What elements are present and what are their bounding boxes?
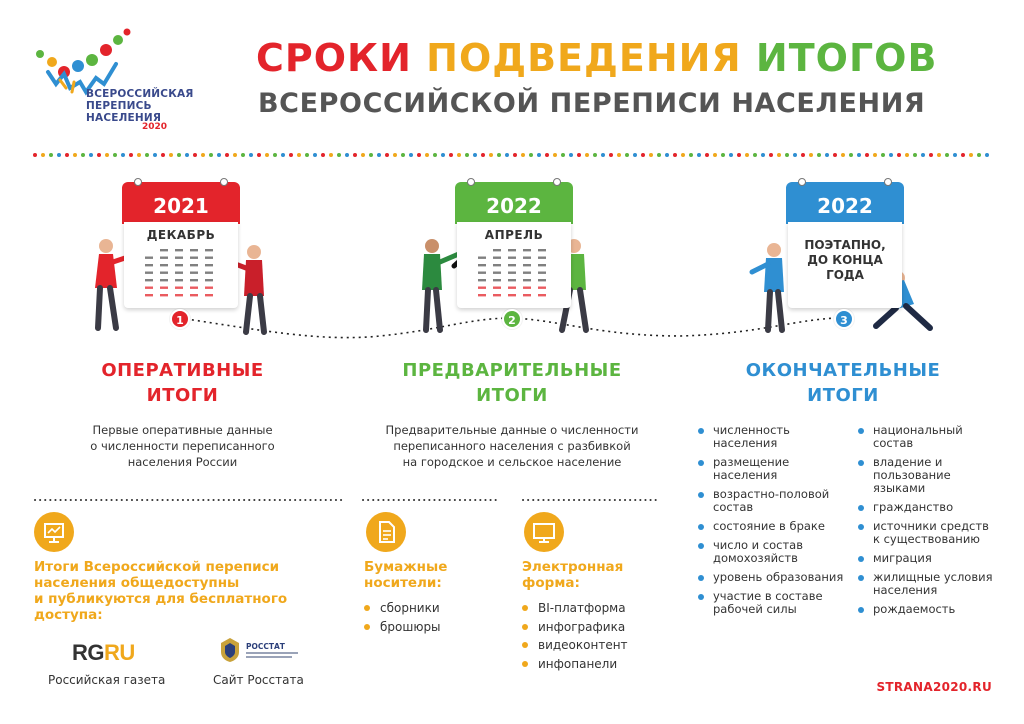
paper-title-line: носители: (364, 575, 442, 591)
calendar-day-mark (523, 279, 531, 281)
calendar-day-mark (160, 264, 168, 266)
list-item: состояние в браке (698, 520, 848, 533)
calendar-day-mark (478, 279, 486, 281)
list-item: размещение населения (698, 456, 848, 482)
calendar-day-mark (160, 249, 168, 251)
step-number-badge: 3 (834, 309, 854, 329)
calendar-day-mark (538, 249, 546, 251)
calendar-day-mark (190, 279, 198, 281)
calendar-day-mark (538, 264, 546, 266)
calendar-day-mark (523, 294, 531, 296)
presentation-icon (34, 512, 74, 552)
list-item: миграция (858, 552, 998, 565)
calendar-note-line: ГОДА (826, 268, 864, 282)
list-item: брошюры (364, 620, 494, 634)
digital-title (522, 559, 662, 591)
list-item: уровень образования (698, 571, 848, 584)
list-item: видеоконтент (522, 638, 662, 652)
stage-2-description (362, 422, 662, 470)
publication-note-line: Итоги Всероссийской переписи (34, 559, 280, 575)
paper-title (364, 559, 494, 591)
calendar-day-mark (205, 294, 213, 296)
calendar-day-mark (190, 287, 198, 289)
calendar-ring-icon (798, 178, 806, 186)
stage-title-line: ИТОГИ (146, 385, 219, 406)
publication-note-line: населения общедоступны (34, 575, 240, 591)
calendar-2021 (122, 182, 240, 312)
calendar-day-mark (538, 257, 546, 259)
list-item: гражданство (858, 501, 998, 514)
logo-line1: ВСЕРОССИЙСКАЯ (86, 88, 194, 100)
final-results-list-left (698, 424, 848, 622)
calendar-day-mark (493, 264, 501, 266)
calendar-day-mark (175, 279, 183, 281)
logo-line3: НАСЕЛЕНИЯ (86, 112, 162, 124)
list-item: число и состав домохозяйств (698, 539, 848, 565)
calendar-day-mark (523, 287, 531, 289)
rg-logo (72, 640, 135, 666)
calendar-2022-april (455, 182, 573, 312)
calendar-day-mark (145, 294, 153, 296)
dotted-divider (522, 498, 662, 502)
stage-2-title (372, 358, 652, 408)
list-item: BI-платформа (522, 601, 662, 615)
calendar-ring-icon (884, 178, 892, 186)
title-word-1: СРОКИ (256, 36, 412, 80)
calendar-note-line: ПОЭТАПНО, (804, 238, 886, 252)
digital-title-line: Электронная (522, 559, 624, 575)
calendar-day-mark (205, 279, 213, 281)
digital-title-line: форма: (522, 575, 580, 591)
calendar-day-mark (160, 279, 168, 281)
rg-caption: Российская газета (48, 673, 166, 687)
calendar-day-mark (145, 264, 153, 266)
final-results-list-right (858, 424, 998, 622)
calendar-day-mark (493, 257, 501, 259)
calendar-year: 2022 (786, 182, 904, 224)
calendar-day-mark (145, 287, 153, 289)
list-item: участие в составе рабочей силы (698, 590, 848, 616)
list-item: жилищные условия населения (858, 571, 998, 597)
calendar-day-mark (493, 249, 501, 251)
calendar-day-mark (493, 272, 501, 274)
monitor-icon (524, 512, 564, 552)
calendar-day-mark (205, 287, 213, 289)
site-url[interactable]: STRANA2020.RU (876, 680, 992, 694)
calendar-day-mark (478, 287, 486, 289)
calendar-day-mark (493, 294, 501, 296)
calendar-day-mark (160, 287, 168, 289)
description-line: переписанного населения с разбивкой (393, 439, 631, 453)
stage-title-line: ПРЕДВАРИТЕЛЬНЫЕ (402, 360, 622, 381)
calendar-day-mark (175, 294, 183, 296)
calendar-year: 2022 (455, 182, 573, 224)
publication-note-line: доступа: (34, 607, 103, 623)
calendar-page (788, 222, 902, 308)
calendar-ring-icon (553, 178, 561, 186)
calendar-day-mark (538, 287, 546, 289)
list-item: владение и пользование языками (858, 456, 998, 495)
calendar-month: ДЕКАБРЬ (146, 228, 216, 242)
calendar-day-mark (160, 294, 168, 296)
calendar-day-mark (205, 257, 213, 259)
paper-list (364, 601, 494, 638)
calendar-ring-icon (220, 178, 228, 186)
calendar-day-mark (508, 249, 516, 251)
calendar-day-mark (478, 272, 486, 274)
dotted-divider (362, 498, 502, 502)
paper-title-line: Бумажные (364, 559, 448, 575)
digital-list (522, 601, 662, 675)
calendar-days-grid (475, 248, 557, 302)
calendar-year: 2021 (122, 182, 240, 224)
rg-logo-part: RG (72, 640, 104, 665)
calendar-day-mark (145, 272, 153, 274)
calendar-day-mark (508, 257, 516, 259)
calendar-day-mark (175, 287, 183, 289)
calendar-day-mark (190, 249, 198, 251)
person-blue-left-illustration (752, 243, 784, 330)
calendar-day-mark (145, 257, 153, 259)
calendar-day-mark (175, 249, 183, 251)
description-line: Первые оперативные данные (92, 423, 273, 437)
stage-title-line: ИТОГИ (807, 385, 879, 406)
step-number-badge: 1 (170, 309, 190, 329)
rg-logo-part: RU (104, 640, 135, 665)
calendar-day-mark (493, 287, 501, 289)
calendar-day-mark (508, 294, 516, 296)
calendar-day-mark (190, 264, 198, 266)
stage-title-line: ИТОГИ (476, 385, 548, 406)
calendar-day-mark (175, 257, 183, 259)
calendar-day-mark (145, 279, 153, 281)
list-item: численность населения (698, 424, 848, 450)
calendar-ring-icon (134, 178, 142, 186)
description-line: о численности переписанного (90, 439, 275, 453)
calendar-day-mark (523, 264, 531, 266)
rosstat-caption: Сайт Росстата (213, 673, 304, 687)
calendar-day-mark (523, 249, 531, 251)
calendar-day-mark (160, 272, 168, 274)
stage-title-line: ОКОНЧАТЕЛЬНЫЕ (745, 360, 941, 381)
title-word-3: ИТОГОВ (755, 36, 938, 80)
calendar-day-mark (175, 272, 183, 274)
logo-line2: ПЕРЕПИСЬ (86, 100, 152, 112)
calendar-day-mark (190, 294, 198, 296)
calendar-note-line: ДО КОНЦА (807, 253, 883, 267)
rosstat-emblem-icon (218, 636, 242, 664)
description-line: населения России (127, 455, 238, 469)
calendar-day-mark (538, 272, 546, 274)
description-line: на городское и сельское население (402, 455, 622, 469)
dotted-divider (34, 498, 344, 502)
calendar-day-mark (160, 257, 168, 259)
calendar-page (457, 222, 571, 308)
calendar-days-grid (142, 248, 224, 302)
stage-3-title (712, 358, 974, 408)
list-item: источники средств к существованию (858, 520, 998, 546)
calendar-day-mark (523, 272, 531, 274)
calendar-day-mark (205, 264, 213, 266)
publication-note-line: и публикуются для бесплатного (34, 591, 288, 607)
calendar-day-mark (205, 272, 213, 274)
calendar-page (124, 222, 238, 308)
calendar-day-mark (508, 287, 516, 289)
calendar-day-mark (175, 264, 183, 266)
calendar-day-mark (190, 257, 198, 259)
calendar-day-mark (508, 279, 516, 281)
calendar-day-mark (205, 249, 213, 251)
calendar-2022-stages (786, 182, 904, 312)
step-number-badge: 2 (502, 309, 522, 329)
calendar-ring-icon (467, 178, 475, 186)
description-line: Предварительные данные о численности (385, 423, 639, 437)
list-item: национальный состав (858, 424, 998, 450)
calendar-day-mark (190, 272, 198, 274)
calendar-day-mark (508, 272, 516, 274)
calendar-day-mark (493, 279, 501, 281)
list-item: рождаемость (858, 603, 998, 616)
list-item: возрастно-половой состав (698, 488, 848, 514)
calendar-day-mark (478, 264, 486, 266)
calendar-month: АПРЕЛЬ (484, 228, 544, 242)
list-item: сборники (364, 601, 494, 615)
calendar-day-mark (478, 257, 486, 259)
logo-year: 2020 (142, 122, 168, 132)
document-icon (366, 512, 406, 552)
calendar-note (788, 238, 902, 283)
stage-1-description (60, 422, 305, 470)
stage-title-line: ОПЕРАТИВНЫЕ (101, 360, 264, 381)
calendar-day-mark (508, 264, 516, 266)
rosstat-logo-text: РОССТАТ (246, 642, 285, 651)
list-item: инфопанели (522, 657, 662, 671)
page-subtitle: ВСЕРОССИЙСКОЙ ПЕРЕПИСИ НАСЕЛЕНИЯ (258, 88, 926, 119)
list-item: инфографика (522, 620, 662, 634)
calendar-day-mark (523, 257, 531, 259)
publication-note (34, 559, 324, 623)
title-word-2: ПОДВЕДЕНИЯ (426, 36, 742, 80)
rosstat-logo (218, 636, 308, 666)
stage-1-title (60, 358, 305, 408)
calendar-day-mark (538, 294, 546, 296)
calendar-day-mark (538, 279, 546, 281)
calendar-day-mark (478, 294, 486, 296)
